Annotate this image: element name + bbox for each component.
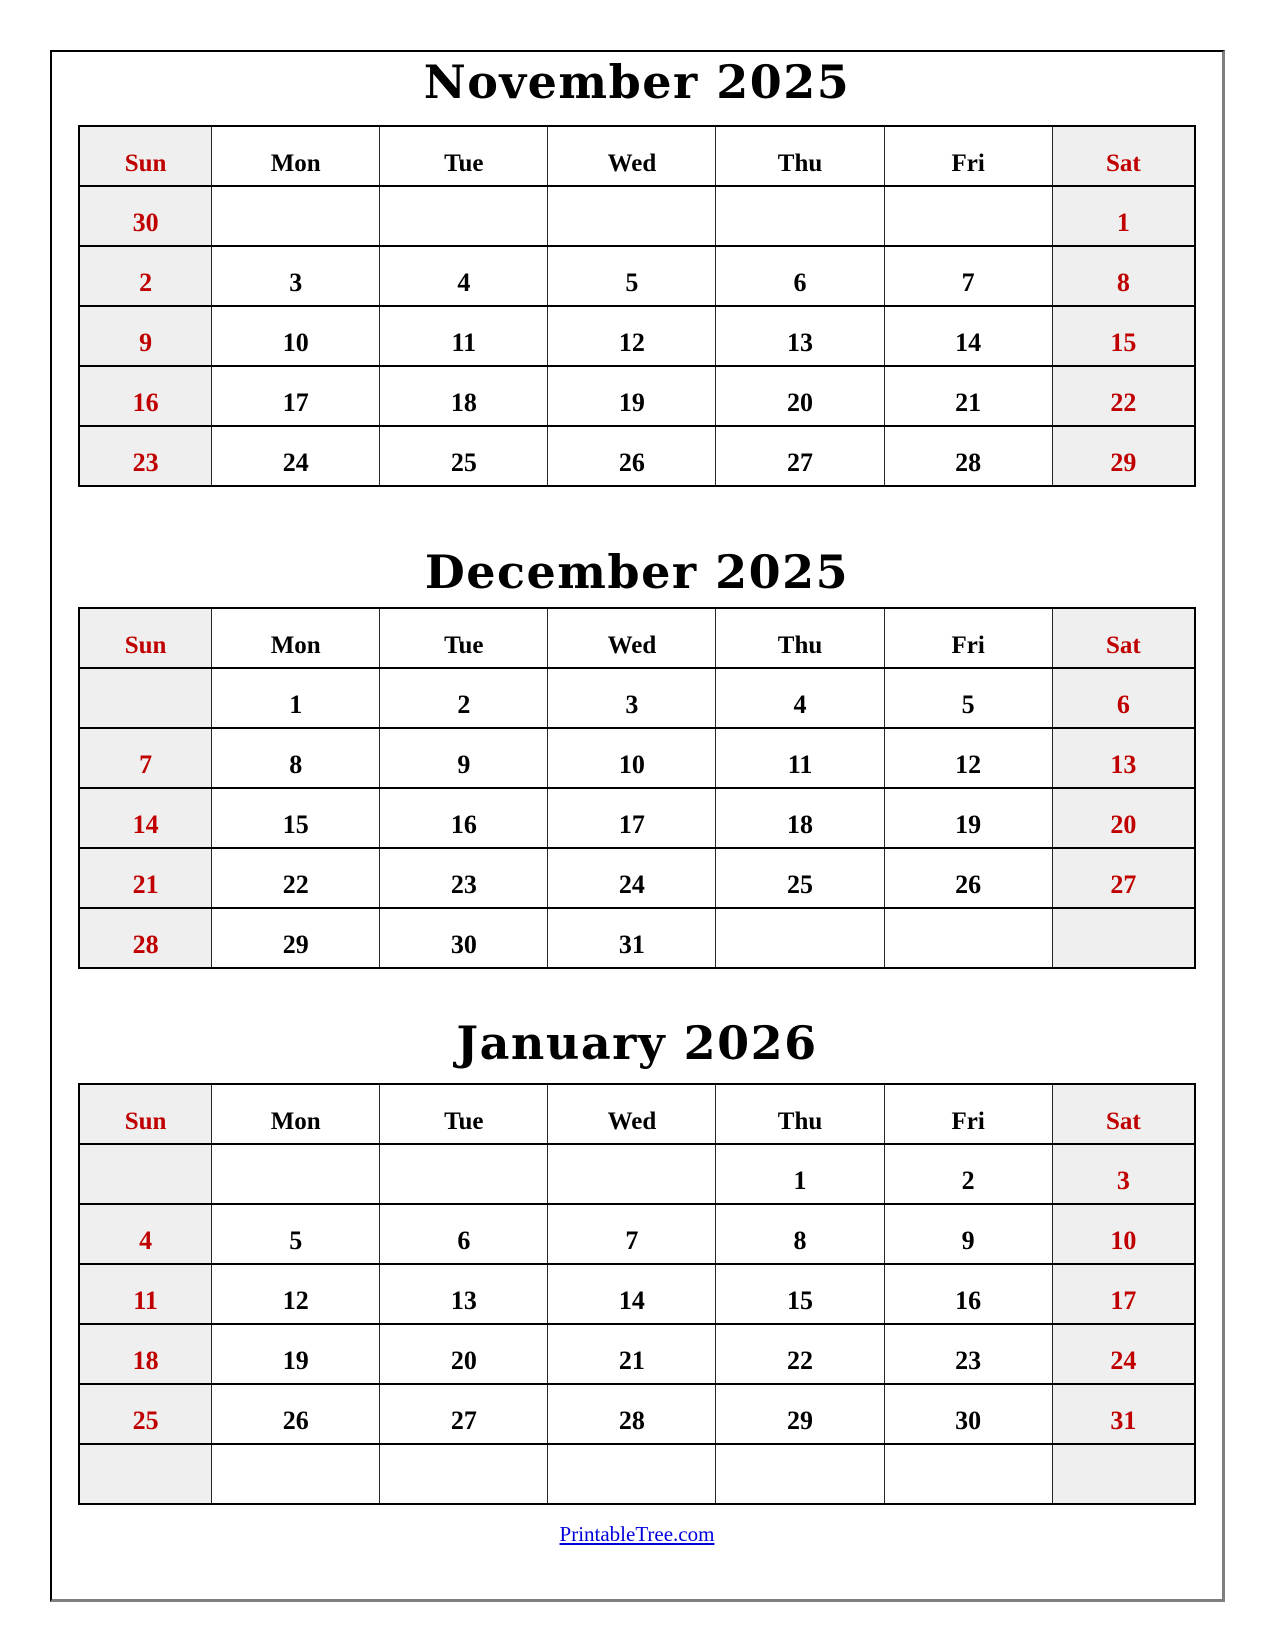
month-title-january-2026: January 2026: [456, 1016, 818, 1071]
week-row: [79, 1264, 1195, 1324]
day-cell: 29: [212, 908, 380, 968]
week-row: [79, 1204, 1195, 1264]
day-cell: [79, 1144, 212, 1204]
day-header-fri: Fri: [884, 608, 1052, 668]
day-cell: [212, 186, 380, 246]
day-cell: 7: [548, 1204, 716, 1264]
week-row: [79, 788, 1195, 848]
day-cell: 13: [1052, 728, 1195, 788]
day-cell: 24: [548, 848, 716, 908]
month-section-november-2025: [78, 57, 1196, 487]
day-cell: [79, 668, 212, 728]
day-cell: 17: [548, 788, 716, 848]
day-header-mon: Mon: [212, 1084, 380, 1144]
week-row: [79, 1384, 1195, 1444]
day-cell: 30: [884, 1384, 1052, 1444]
day-cell: 15: [716, 1264, 884, 1324]
week-row: [79, 1144, 1195, 1204]
day-cell: [716, 908, 884, 968]
month-title-november-2025: November 2025: [423, 55, 851, 109]
day-cell: 16: [380, 788, 548, 848]
day-cell: 11: [716, 728, 884, 788]
day-cell: 27: [1052, 848, 1195, 908]
day-cell: 13: [716, 306, 884, 366]
day-header-sun: Sun: [79, 126, 212, 186]
week-row: [79, 366, 1195, 426]
month-section-january-2026: [78, 1018, 1196, 1505]
day-cell: 3: [212, 246, 380, 306]
day-header-tue: Tue: [380, 608, 548, 668]
november-2025-calendar-table: [78, 125, 1196, 487]
day-header-sun: Sun: [79, 1084, 212, 1144]
day-cell: 12: [212, 1264, 380, 1324]
day-cell: 4: [380, 246, 548, 306]
day-cell: 17: [212, 366, 380, 426]
day-cell: 16: [884, 1264, 1052, 1324]
day-cell: 30: [79, 186, 212, 246]
weekday-header-row: [79, 1084, 1195, 1144]
day-cell: 27: [716, 426, 884, 486]
day-cell: 11: [380, 306, 548, 366]
day-cell: [1052, 1444, 1195, 1504]
week-row: [79, 848, 1195, 908]
day-cell: 10: [1052, 1204, 1195, 1264]
day-cell: 14: [884, 306, 1052, 366]
day-cell: 15: [1052, 306, 1195, 366]
day-cell: 25: [716, 848, 884, 908]
day-header-sat: Sat: [1052, 608, 1195, 668]
day-cell: 25: [380, 426, 548, 486]
day-cell: 26: [212, 1384, 380, 1444]
day-cell: [884, 1444, 1052, 1504]
day-cell: 18: [380, 366, 548, 426]
day-cell: 23: [380, 848, 548, 908]
day-cell: 30: [380, 908, 548, 968]
day-cell: [884, 908, 1052, 968]
day-cell: 3: [1052, 1144, 1195, 1204]
day-cell: [79, 1444, 212, 1504]
day-cell: 10: [548, 728, 716, 788]
day-cell: 6: [1052, 668, 1195, 728]
day-cell: [212, 1444, 380, 1504]
day-cell: 4: [716, 668, 884, 728]
day-cell: 3: [548, 668, 716, 728]
day-cell: 20: [716, 366, 884, 426]
day-cell: 8: [212, 728, 380, 788]
day-cell: 21: [79, 848, 212, 908]
month-title-december-2025: December 2025: [424, 544, 850, 599]
day-cell: 20: [1052, 788, 1195, 848]
day-cell: 22: [1052, 366, 1195, 426]
day-cell: 5: [548, 246, 716, 306]
day-cell: 12: [884, 728, 1052, 788]
week-row: [79, 1444, 1195, 1504]
day-cell: 4: [79, 1204, 212, 1264]
day-cell: 6: [716, 246, 884, 306]
week-row: [79, 1324, 1195, 1384]
day-cell: 7: [79, 728, 212, 788]
day-cell: 2: [79, 246, 212, 306]
day-cell: 20: [380, 1324, 548, 1384]
day-cell: 25: [79, 1384, 212, 1444]
day-cell: 12: [548, 306, 716, 366]
day-header-thu: Thu: [716, 608, 884, 668]
day-cell: 9: [79, 306, 212, 366]
day-cell: 1: [1052, 186, 1195, 246]
day-header-wed: Wed: [548, 1084, 716, 1144]
day-header-tue: Tue: [380, 1084, 548, 1144]
day-cell: 10: [212, 306, 380, 366]
day-header-wed: Wed: [548, 126, 716, 186]
day-cell: 26: [548, 426, 716, 486]
day-cell: 29: [716, 1384, 884, 1444]
day-cell: 24: [212, 426, 380, 486]
day-cell: 2: [884, 1144, 1052, 1204]
week-row: [79, 186, 1195, 246]
day-cell: 23: [79, 426, 212, 486]
day-cell: 28: [548, 1384, 716, 1444]
day-cell: 31: [1052, 1384, 1195, 1444]
day-cell: [212, 1144, 380, 1204]
calendar-page-sheet: [50, 50, 1225, 1602]
day-header-wed: Wed: [548, 608, 716, 668]
day-cell: 9: [884, 1204, 1052, 1264]
day-cell: 9: [380, 728, 548, 788]
printabletree-link[interactable]: PrintableTree.com: [559, 1521, 715, 1546]
day-cell: 14: [79, 788, 212, 848]
day-cell: 5: [212, 1204, 380, 1264]
week-row: [79, 728, 1195, 788]
day-cell: 15: [212, 788, 380, 848]
week-row: [79, 306, 1195, 366]
december-2025-calendar-table: [78, 607, 1196, 969]
month-section-december-2025: [78, 544, 1196, 970]
day-cell: 21: [548, 1324, 716, 1384]
day-cell: 29: [1052, 426, 1195, 486]
day-header-fri: Fri: [884, 126, 1052, 186]
day-cell: 1: [716, 1144, 884, 1204]
day-cell: 18: [716, 788, 884, 848]
day-cell: 22: [212, 848, 380, 908]
day-cell: 11: [79, 1264, 212, 1324]
day-cell: [548, 1444, 716, 1504]
day-header-thu: Thu: [716, 126, 884, 186]
day-cell: 26: [884, 848, 1052, 908]
day-header-tue: Tue: [380, 126, 548, 186]
day-cell: 8: [716, 1204, 884, 1264]
day-cell: 16: [79, 366, 212, 426]
day-cell: 19: [884, 788, 1052, 848]
day-cell: [1052, 908, 1195, 968]
day-cell: [380, 1444, 548, 1504]
day-cell: 28: [884, 426, 1052, 486]
day-header-sun: Sun: [79, 608, 212, 668]
day-cell: 24: [1052, 1324, 1195, 1384]
day-cell: [380, 1144, 548, 1204]
day-cell: [548, 186, 716, 246]
day-cell: 22: [716, 1324, 884, 1384]
day-cell: [380, 186, 548, 246]
day-cell: 5: [884, 668, 1052, 728]
day-cell: 17: [1052, 1264, 1195, 1324]
day-cell: 6: [380, 1204, 548, 1264]
day-header-thu: Thu: [716, 1084, 884, 1144]
day-cell: 23: [884, 1324, 1052, 1384]
page-footer: [78, 1522, 1196, 1547]
day-cell: 8: [1052, 246, 1195, 306]
day-cell: 19: [548, 366, 716, 426]
day-cell: 1: [212, 668, 380, 728]
day-cell: [548, 1144, 716, 1204]
weekday-header-row: [79, 126, 1195, 186]
day-cell: 7: [884, 246, 1052, 306]
day-cell: [716, 1444, 884, 1504]
day-cell: 28: [79, 908, 212, 968]
day-header-sat: Sat: [1052, 126, 1195, 186]
week-row: [79, 908, 1195, 968]
day-cell: 2: [380, 668, 548, 728]
day-header-mon: Mon: [212, 126, 380, 186]
day-header-sat: Sat: [1052, 1084, 1195, 1144]
weekday-header-row: [79, 608, 1195, 668]
day-header-mon: Mon: [212, 608, 380, 668]
day-cell: 31: [548, 908, 716, 968]
day-cell: 27: [380, 1384, 548, 1444]
day-cell: [884, 186, 1052, 246]
day-cell: [716, 186, 884, 246]
day-header-fri: Fri: [884, 1084, 1052, 1144]
week-row: [79, 246, 1195, 306]
day-cell: 18: [79, 1324, 212, 1384]
day-cell: 21: [884, 366, 1052, 426]
day-cell: 19: [212, 1324, 380, 1384]
week-row: [79, 426, 1195, 486]
day-cell: 13: [380, 1264, 548, 1324]
day-cell: 14: [548, 1264, 716, 1324]
january-2026-calendar-table: [78, 1083, 1196, 1505]
week-row: [79, 668, 1195, 728]
